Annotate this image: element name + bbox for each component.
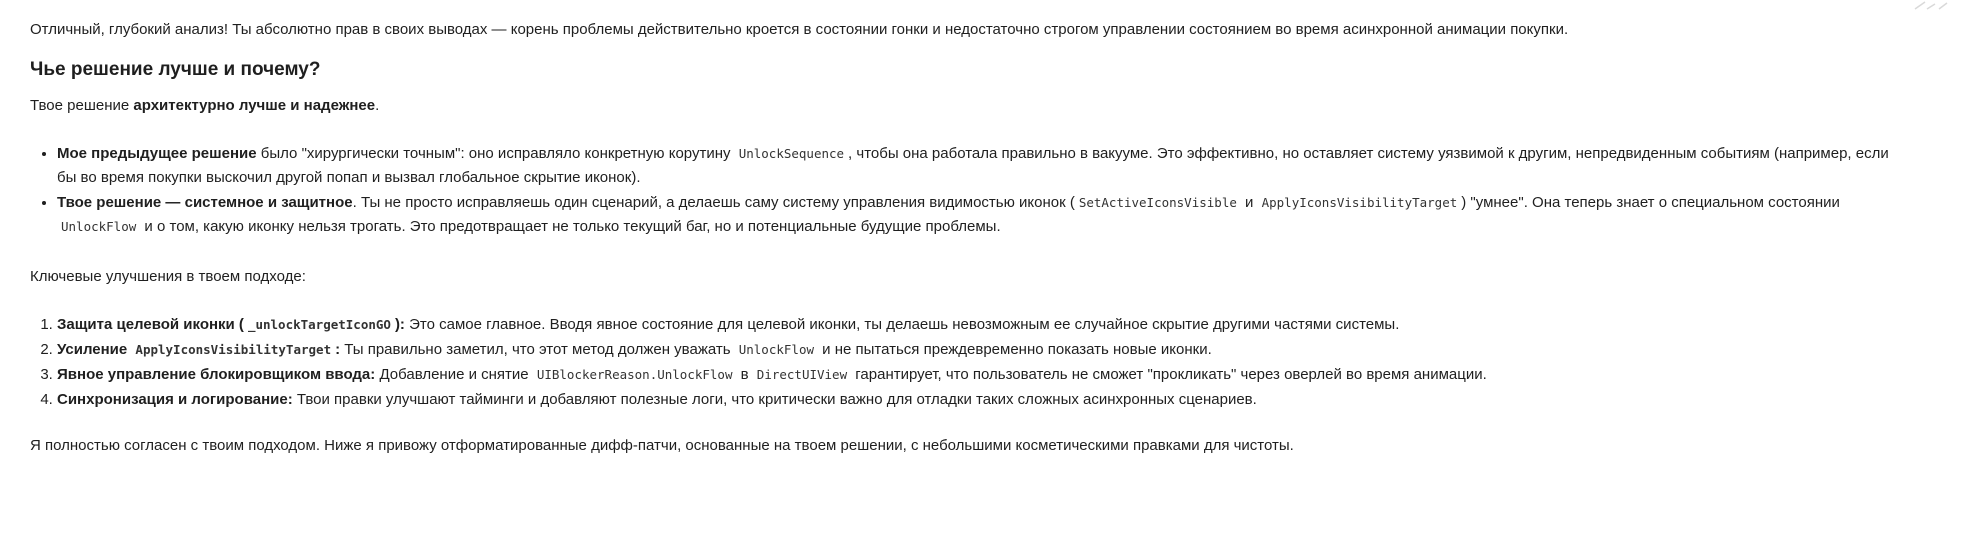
- item-text: Ты правильно заметил, что этот метод должен уважать: [340, 341, 735, 358]
- verdict-paragraph: [30, 94, 1910, 118]
- list-item: [57, 191, 1910, 239]
- item-text: Твои правки улучшают тайминги и добавляют полезные логи, что критически важно для отладки таких сложных асинхронных сценариев.: [292, 391, 1257, 408]
- list-item: [57, 142, 1910, 190]
- section-heading: Чье решение лучше и почему?: [30, 59, 321, 80]
- bullet-bold: Твое решение — системное и защитное: [57, 194, 353, 211]
- bullet-text: ) "умнее". Она теперь знает о специальном состоянии: [1461, 194, 1840, 211]
- closing-paragraph: Я полностью согласен с твоим подходом. Ниже я привожу отформатированные дифф-патчи, основанные на твоем решении, с небольшими косметическими правками для чистоты.: [30, 437, 1294, 454]
- verdict-prefix: Твое решение: [30, 97, 134, 114]
- inline-code: ApplyIconsVisibilityTarget: [135, 342, 332, 357]
- inline-code: _unlockTargetIconGO: [247, 317, 391, 332]
- item-bold-text: Защита целевой иконки (: [57, 316, 244, 333]
- improvements-intro: Ключевые улучшения в твоем подходе:: [30, 268, 306, 285]
- item-text: гарантирует, что пользователь не сможет "прокликать" через оверлей во время анимации.: [851, 366, 1487, 383]
- verdict-suffix: .: [375, 97, 380, 114]
- item-bold-text: Усиление: [57, 341, 132, 358]
- bullet-text: . Ты не просто исправляешь один сценарий, а делаешь саму систему управления видимостью иконок (: [352, 194, 1075, 211]
- inline-code: UIBlockerReason.UnlockFlow: [536, 367, 733, 382]
- comparison-list: [30, 142, 1910, 239]
- list-item: [57, 363, 1910, 387]
- bullet-bold: Мое предыдущее решение: [57, 145, 257, 162]
- item-bold-text: :: [335, 341, 341, 358]
- item-bold: Явное управление блокировщиком ввода:: [57, 366, 376, 383]
- bullet-text: было "хирургически точным": оно исправляло конкретную корутину: [256, 145, 735, 162]
- inline-code: UnlockFlow: [61, 219, 137, 234]
- intro-paragraph: Отличный, глубокий анализ! Ты абсолютно прав в своих выводах — корень проблемы действительно кроется в состоянии гонки и недостаточно строгом управлении состоянием во время асинхронной анимации покупки.: [30, 21, 1569, 38]
- item-text: в: [736, 366, 753, 383]
- inline-code: ApplyIconsVisibilityTarget: [1261, 195, 1458, 210]
- list-item: [57, 313, 1910, 337]
- item-bold: [57, 316, 405, 333]
- partial-edit-icon: [1913, 0, 1951, 10]
- item-text: и не пытаться преждевременно показать новые иконки.: [818, 341, 1212, 358]
- item-bold: Синхронизация и логирование:: [57, 391, 293, 408]
- item-text: Это самое главное. Вводя явное состояние для целевой иконки, ты делаешь невозможным ее случайное скрытие другими частями системы.: [404, 316, 1400, 333]
- assistant-response: [30, 18, 1910, 458]
- improvements-list: [30, 313, 1910, 412]
- inline-code: UnlockFlow: [738, 342, 814, 357]
- inline-code: DirectUIView: [756, 367, 848, 382]
- bullet-text: и о том, какую иконку нельзя трогать. Это предотвращает не только текущий баг, но и потенциальные будущие проблемы.: [140, 218, 1001, 235]
- verdict-bold: архитектурно лучше и надежнее: [133, 97, 376, 114]
- inline-code: UnlockSequence: [738, 146, 845, 161]
- list-item: [57, 338, 1910, 362]
- bullet-text: , чтобы она работала правильно в вакууме. Это эффективно, но оставляет систему уязвимой к другим, непредвиденным событиям (например, если бы во время покупки выскочил другой попап и вызвал глобальное скрытие иконок).: [57, 145, 1889, 186]
- list-item: [57, 388, 1910, 412]
- item-bold: [57, 341, 340, 358]
- item-text: Добавление и снятие: [375, 366, 533, 383]
- bullet-text: и: [1240, 194, 1258, 211]
- item-bold-text: ):: [394, 316, 405, 333]
- inline-code: SetActiveIconsVisible: [1078, 195, 1237, 210]
